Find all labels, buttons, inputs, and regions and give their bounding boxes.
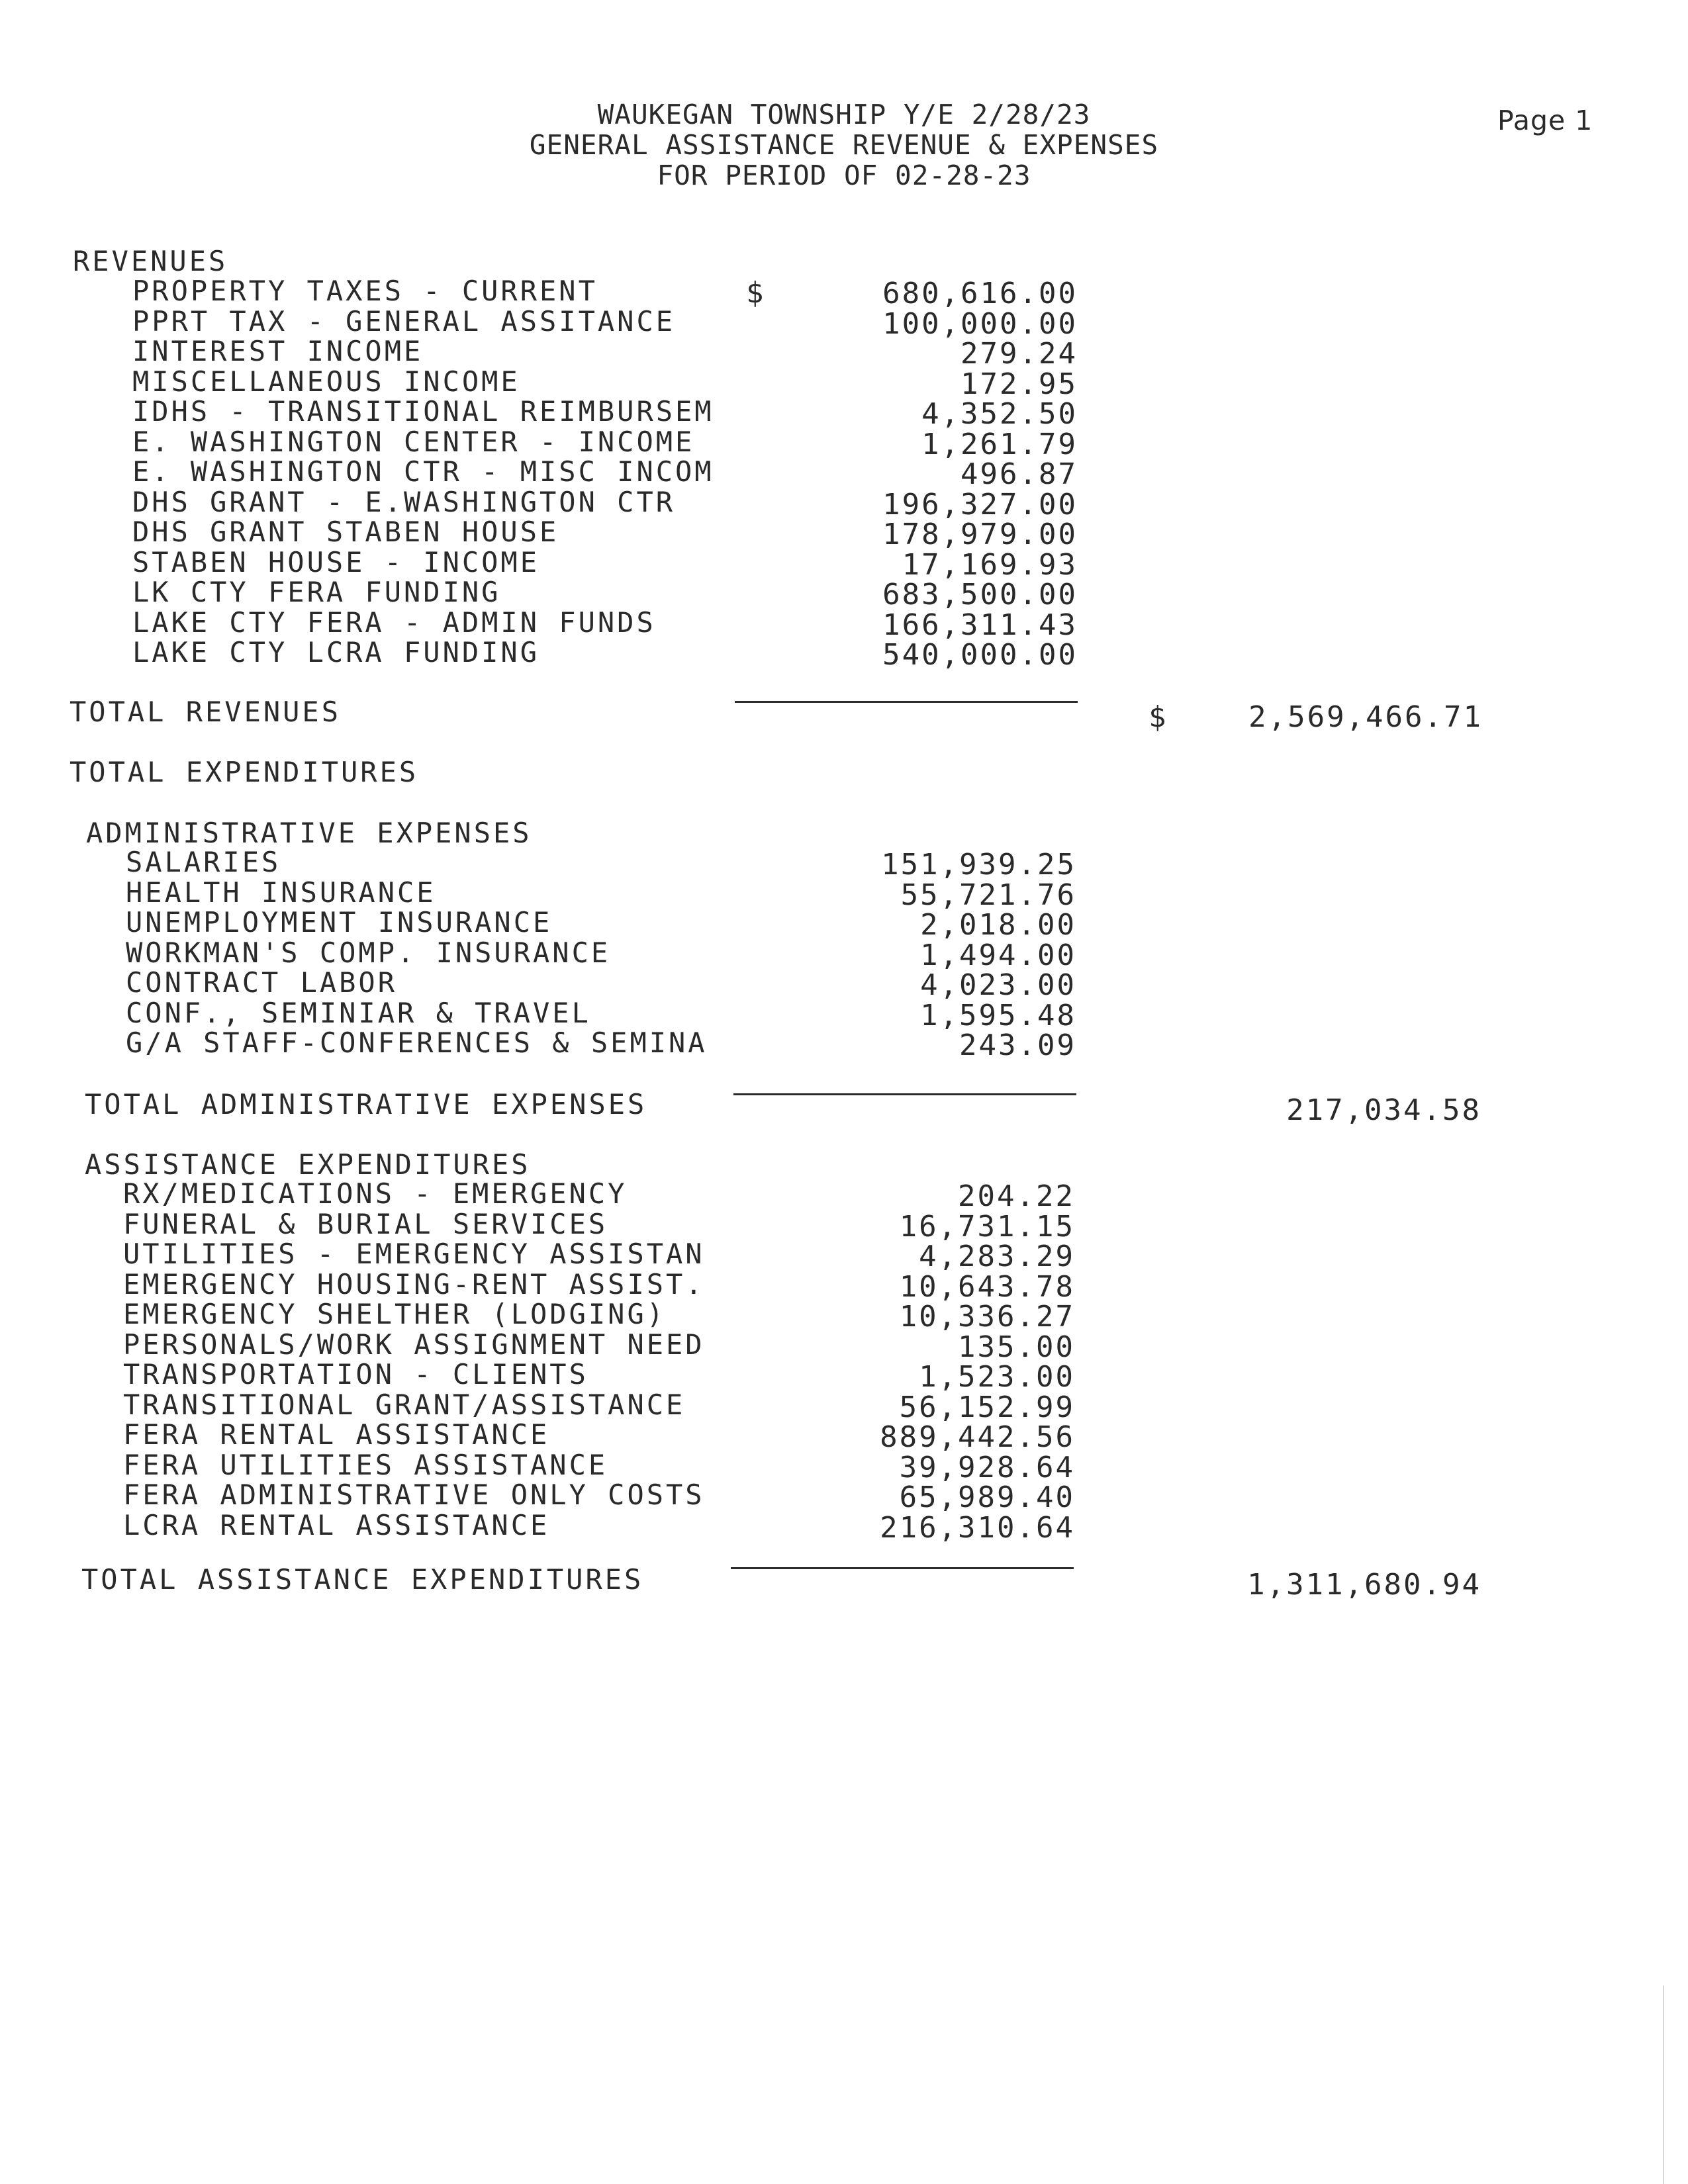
revenues-item-amount: 683,500.00 xyxy=(882,578,1078,612)
administrative-item-amount: 55,721.76 xyxy=(900,878,1076,912)
assistance-item-amount: 10,643.78 xyxy=(899,1269,1075,1304)
administrative-item-label: CONF., SEMINIAR & TRAVEL xyxy=(126,996,591,1029)
revenue-subtotal-rule xyxy=(735,701,1078,703)
assistance-item-label: RX/MEDICATIONS - EMERGENCY xyxy=(123,1177,628,1210)
revenues-item-label: INTEREST INCOME xyxy=(132,335,424,367)
administrative-item-label: UNEMPLOYMENT INSURANCE xyxy=(126,906,553,938)
revenues-item-amount: 100,000.00 xyxy=(882,306,1078,341)
total-assistance-label: TOTAL ASSISTANCE EXPENDITURES xyxy=(81,1563,644,1596)
revenues-item-label: E. WASHINGTON CTR - MISC INCOM xyxy=(132,455,714,488)
total-assistance-amount: 1,311,680.94 xyxy=(1247,1568,1481,1602)
revenues-item-amount: 496.87 xyxy=(961,457,1078,491)
revenues-item-label: LK CTY FERA FUNDING xyxy=(132,576,501,608)
revenues-item-amount: 172.95 xyxy=(961,367,1078,401)
assistance-subtotal-rule xyxy=(731,1567,1074,1569)
assistance-item-amount: 65,989.40 xyxy=(899,1480,1075,1514)
total-revenues-label: TOTAL REVENUES xyxy=(70,696,342,728)
total-administrative-label: TOTAL ADMINISTRATIVE EXPENSES xyxy=(85,1088,647,1120)
assistance-heading: ASSISTANCE EXPENDITURES xyxy=(85,1148,531,1181)
revenues-item-amount: 166,311.43 xyxy=(882,608,1078,642)
revenues-item-label: DHS GRANT STABEN HOUSE xyxy=(132,516,559,548)
revenue-dollar-sign: $ xyxy=(746,276,764,310)
assistance-item-amount: 216,310.64 xyxy=(880,1510,1075,1545)
administrative-heading: ADMINISTRATIVE EXPENSES xyxy=(86,817,532,849)
administrative-item-amount: 2,018.00 xyxy=(920,908,1076,942)
administrative-item-label: CONTRACT LABOR xyxy=(126,966,398,999)
revenues-item-amount: 540,000.00 xyxy=(882,638,1078,672)
administrative-item-label: HEALTH INSURANCE xyxy=(126,876,436,909)
administrative-item-amount: 243.09 xyxy=(959,1028,1076,1062)
assistance-item-amount: 204.22 xyxy=(958,1179,1075,1213)
report-subtitle: GENERAL ASSISTANCE REVENUE & EXPENSES xyxy=(529,129,1159,161)
scan-edge-line xyxy=(1663,1985,1664,2184)
revenues-item-label: MISCELLANEOUS INCOME xyxy=(132,365,520,398)
report-header xyxy=(463,99,1225,191)
assistance-item-amount: 10,336.27 xyxy=(899,1300,1075,1334)
revenues-item-amount: 17,169.93 xyxy=(902,547,1078,582)
revenues-item-label: PPRT TAX - GENERAL ASSITANCE xyxy=(132,304,676,338)
administrative-item-amount: 151,939.25 xyxy=(881,848,1076,882)
assistance-item-label: TRANSPORTATION - CLIENTS xyxy=(123,1358,588,1390)
administrative-item-amount: 1,595.48 xyxy=(920,998,1076,1032)
assistance-item-label: FUNERAL & BURIAL SERVICES xyxy=(123,1207,608,1240)
revenues-item-amount: 196,327.00 xyxy=(882,487,1078,522)
total-expenditures-label: TOTAL EXPENDITURES xyxy=(70,756,419,788)
assistance-item-label: FERA RENTAL ASSISTANCE xyxy=(123,1418,550,1451)
revenues-item-label: IDHS - TRANSITIONAL REIMBURSEM xyxy=(132,395,714,428)
administrative-item-label: SALARIES xyxy=(126,846,281,878)
administrative-item-amount: 1,494.00 xyxy=(920,938,1076,972)
report-period: FOR PERIOD OF 02-28-23 xyxy=(657,159,1031,191)
assistance-item-amount: 135.00 xyxy=(958,1330,1075,1364)
revenues-item-amount: 178,979.00 xyxy=(882,518,1078,551)
assistance-item-label: PERSONALS/WORK ASSIGNMENT NEED xyxy=(123,1328,705,1361)
administrative-subtotal-rule xyxy=(733,1093,1076,1095)
assistance-item-label: FERA UTILITIES ASSISTANCE xyxy=(123,1448,608,1481)
assistance-item-amount: 889,442.56 xyxy=(880,1420,1075,1454)
administrative-item-label: G/A STAFF-CONFERENCES & SEMINA xyxy=(126,1026,708,1059)
assistance-item-label: LCRA RENTAL ASSISTANCE xyxy=(123,1508,550,1541)
assistance-item-label: EMERGENCY HOUSING-RENT ASSIST. xyxy=(123,1267,705,1300)
assistance-item-label: TRANSITIONAL GRANT/ASSISTANCE xyxy=(123,1388,686,1421)
assistance-item-label: UTILITIES - EMERGENCY ASSISTAN xyxy=(123,1238,705,1270)
assistance-item-amount: 56,152.99 xyxy=(899,1390,1075,1424)
total-administrative-amount: 217,034.58 xyxy=(1286,1093,1481,1127)
revenues-item-amount: 4,352.50 xyxy=(921,397,1078,431)
assistance-item-amount: 16,731.15 xyxy=(899,1209,1075,1244)
page-number: Page 1 xyxy=(1497,105,1593,136)
administrative-item-amount: 4,023.00 xyxy=(920,968,1076,1002)
revenues-item-label: STABEN HOUSE - INCOME xyxy=(132,545,540,578)
revenues-item-label: DHS GRANT - E.WASHINGTON CTR xyxy=(132,485,676,518)
revenues-item-label: LAKE CTY LCRA FUNDING xyxy=(132,636,540,668)
revenues-item-label: PROPERTY TAXES - CURRENT xyxy=(132,275,598,307)
revenues-item-label: E. WASHINGTON CENTER - INCOME xyxy=(132,425,695,458)
revenues-item-label: LAKE CTY FERA - ADMIN FUNDS xyxy=(132,606,656,639)
revenues-item-amount: 1,261.79 xyxy=(921,427,1078,461)
assistance-item-amount: 4,283.29 xyxy=(919,1240,1075,1273)
revenues-item-amount: 279.24 xyxy=(961,337,1078,371)
revenues-heading: REVENUES xyxy=(73,245,228,277)
assistance-item-label: EMERGENCY SHELTHER (LODGING) xyxy=(123,1298,667,1330)
total-revenues-dollar-sign: $ xyxy=(1149,700,1166,734)
assistance-item-amount: 1,523.00 xyxy=(919,1360,1075,1394)
total-revenues-amount: 2,569,466.71 xyxy=(1248,700,1483,734)
report-title: WAUKEGAN TOWNSHIP Y/E 2/28/23 xyxy=(597,99,1091,130)
revenues-item-amount: 680,616.00 xyxy=(882,277,1078,310)
assistance-item-label: FERA ADMINISTRATIVE ONLY COSTS xyxy=(123,1479,705,1511)
administrative-item-label: WORKMAN'S COMP. INSURANCE xyxy=(126,936,611,969)
assistance-item-amount: 39,928.64 xyxy=(899,1450,1075,1484)
